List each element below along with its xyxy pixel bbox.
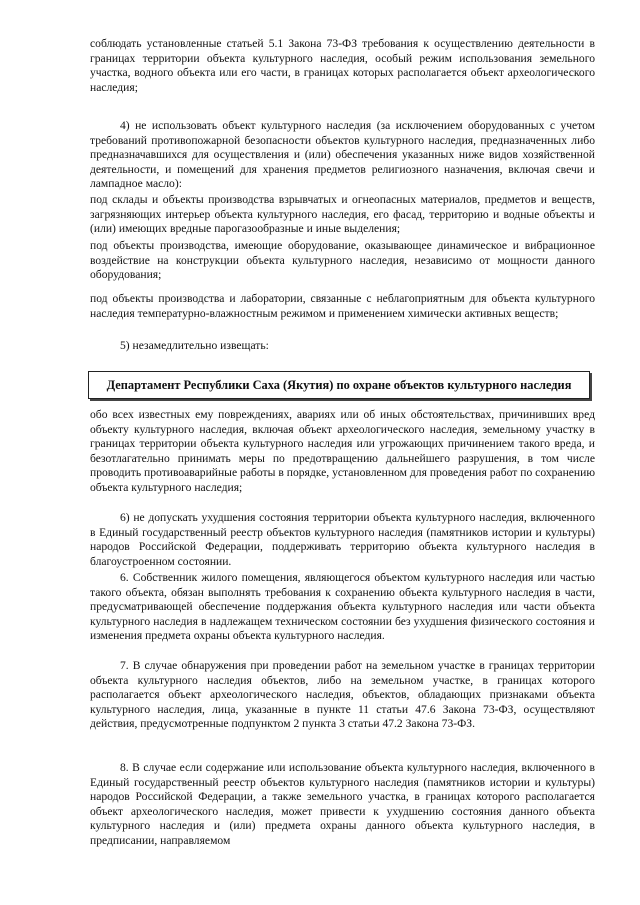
department-banner	[88, 371, 590, 399]
paragraph-top: соблюдать установленные статьей 5.1 Закона 73-ФЗ требования к осуществлению деятельности в границах территории объекта культурного наследия, особый режим использования земельного участка, водного объекта или его части, в границах которых располагается объект археологического наследия;	[90, 37, 595, 94]
item-6-subpoint: 6) не допускать ухудшения состояния территории объекта культурного наследия, включенного в Единый государственный реестр объектов культурного наследия (памятников истории и культуры) народов Российской Федерации, поддерживать территорию объекта культурного наследия в благоустроенном состоянии.	[90, 511, 595, 568]
item-5: 5) незамедлительно извещать:	[120, 339, 269, 352]
item-6: 6. Собственник жилого помещения, являющегося объектом культурного наследия или частью такого объекта, обязан выполнять требования к сохранению объекта культурного наследия в части, предусматривающей обеспечение поддержания объекта культурного наследия или части объекта культурного наследия в надлежащем техническом состоянии без ухудшения физического состояния и изменения предмета охраны объекта культурного наследия.	[90, 571, 595, 643]
banner-text: Департамент Республики Саха (Якутия) по охране объектов культурного наследия	[106, 377, 572, 392]
item-7: 7. В случае обнаружения при проведении работ на земельном участке в границах территории объекта культурного наследия объектов, либо на земельном участке, в границах которого располагается объект археологического наследия, объектов, обладающих признаками объекта культурного наследия, лица, указанные в пункте 11 статьи 47.6 Закона 73-ФЗ, осуществляют действия, предусмотренные подпунктом 2 пункта 3 статьи 47.2 Закона 73-ФЗ.	[90, 659, 595, 731]
item-4-b: под объекты производства, имеющие оборудование, оказывающее динамическое и вибрационное воздействие на конструкции объекта культурного наследия, независимо от мощности данного оборудования;	[90, 239, 595, 282]
item-4: 4) не использовать объект культурного наследия (за исключением оборудованных с учетом требований противопожарной безопасности объектов культурного наследия, предназначенных либо предназначавшихся для осуществления и (или) обеспечения указанных ниже видов хозяйственной деятельности, и помещений для хранения предметов религиозного назначения, включая свечи и лампадное масло):	[90, 119, 595, 191]
item-5-continued: обо всех известных ему повреждениях, авариях или об иных обстоятельствах, причинивших вред объекту культурного наследия, включая объект археологического наследия, земельному участку в границах территории объекта культурного наследия или угрожающих причинением такого вреда, и безотлагательно принимать меры по предотвращению дальнейшего разрушения, в том числе проводить противоаварийные работы в порядке, установленном для проведения работ по сохранению объекта культурного наследия;	[90, 408, 595, 494]
item-4-a: под склады и объекты производства взрывчатых и огнеопасных материалов, предметов и веществ, загрязняющих интерьер объекта культурного наследия, его фасад, территорию и водные объекты и (или) имеющих вредные парогазообразные и иные выделения;	[90, 193, 595, 236]
item-8: 8. В случае если содержание или использование объекта культурного наследия, включенного в Единый государственный реестр объектов культурного наследия (памятников истории и культуры) народов Российской Федерации, а также земельного участка, в границах которого располагается объект археологического наследия, может привести к ухудшению состояния данного объекта культурного наследия и (или) предмета охраны данного объекта культурного наследия, в предписании, направляемом	[90, 761, 595, 847]
item-4-c: под объекты производства и лаборатории, связанные с неблагоприятным для объекта культурного наследия температурно-влажностным режимом и применением химически активных веществ;	[90, 292, 595, 320]
